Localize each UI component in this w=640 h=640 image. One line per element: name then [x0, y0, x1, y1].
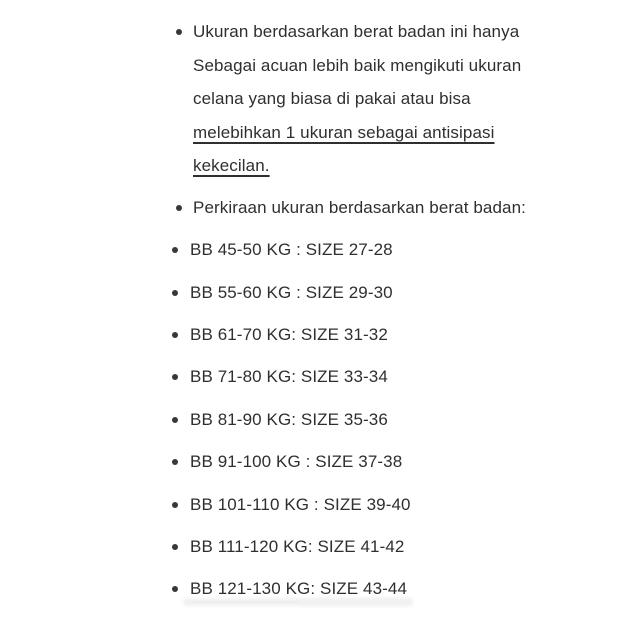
intro-line: kekecilan.	[193, 156, 270, 176]
list-bullet-dot	[172, 586, 178, 592]
intro-paragraph	[193, 15, 521, 183]
size-list-item-text: BB 81-90 KG: SIZE 35-36	[190, 409, 388, 429]
intro-bullet-dot	[176, 29, 182, 35]
size-list-item-text: BB 121-130 KG: SIZE 43-44	[190, 579, 408, 599]
intro-line: Sebagai acuan lebih baik mengikuti ukuran	[193, 55, 522, 75]
size-list-item	[0, 526, 640, 568]
intro-line: celana yang biasa di pakai atau bisa	[193, 89, 471, 109]
intro-line: Ukuran berdasarkan berat badan ini hanya	[193, 22, 520, 41]
intro-line: melebihkan 1 ukuran sebagai antisipasi	[193, 122, 495, 142]
list-bullet-dot	[172, 290, 178, 296]
list-bullet-dot	[172, 332, 178, 338]
size-guide-heading: Perkiraan ukuran berdasarkan berat badan:	[193, 198, 526, 217]
size-list-item	[0, 483, 640, 525]
size-list-item-text: BB 91-100 KG : SIZE 37-38	[190, 452, 403, 472]
list-bullet-dot	[172, 502, 178, 508]
size-list-item-text: BB 101-110 KG : SIZE 39-40	[190, 494, 411, 514]
list-bullet-dot	[172, 459, 178, 465]
size-list-item	[0, 399, 640, 441]
size-list-item-text: BB 61-70 KG: SIZE 31-32	[190, 324, 388, 344]
size-list-item	[0, 314, 640, 356]
heading-bullet-dot	[176, 205, 182, 211]
size-list-item	[0, 356, 640, 398]
cutoff-text-artifact-light	[300, 600, 410, 605]
list-bullet-dot	[172, 247, 178, 253]
size-list	[0, 229, 640, 611]
list-bullet-dot	[172, 544, 178, 550]
size-list-item-text: BB 55-60 KG : SIZE 29-30	[190, 282, 393, 302]
size-list-item-text: BB 45-50 KG : SIZE 27-28	[190, 240, 393, 260]
list-bullet-dot	[172, 417, 178, 423]
size-list-item	[0, 271, 640, 313]
size-list-item-text: BB 71-80 KG: SIZE 33-34	[190, 367, 388, 387]
size-list-item	[0, 229, 640, 271]
size-list-item-text: BB 111-120 KG: SIZE 41-42	[190, 536, 405, 556]
size-list-item	[0, 441, 640, 483]
list-bullet-dot	[172, 374, 178, 380]
